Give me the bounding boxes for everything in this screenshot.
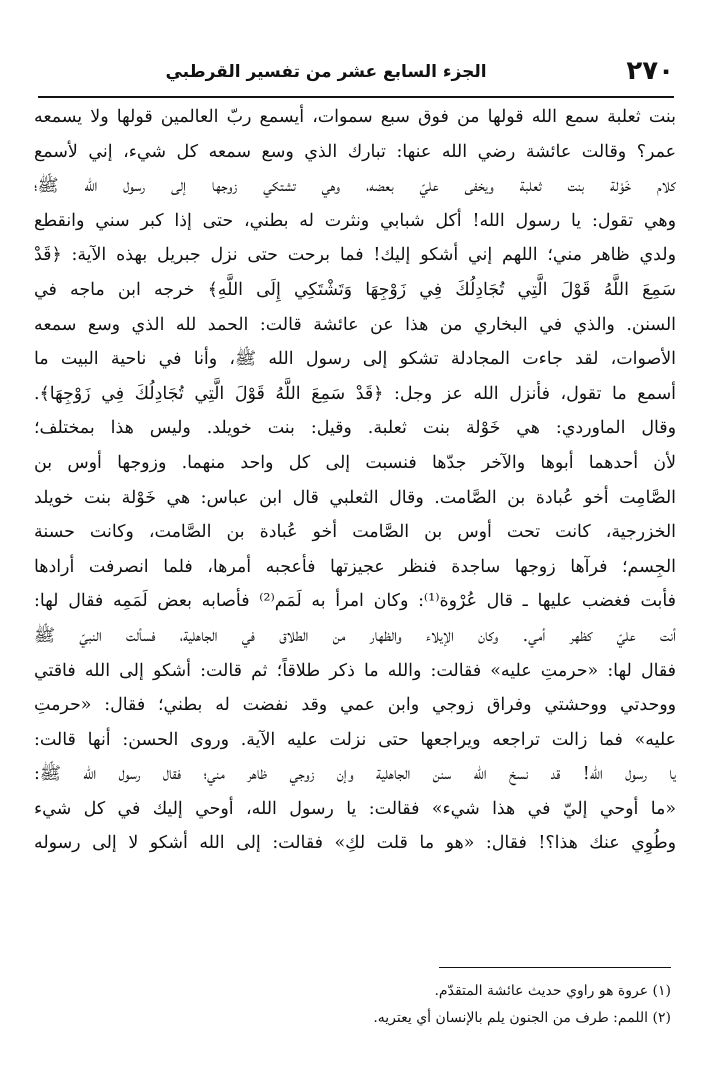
text-line: كلام خَوْلة بنت ثعلبة ويخفى عليّ بعضه، وهي تشتكي زوجها إلى رسول الله ﷺ؛ [34,176,676,197]
body-text [34,100,676,861]
text-line: عليه» فما زالت تراجعه ويراجعها حتى نزلت عليه الآية. وروى الحسن: أنها قالت: [34,729,676,750]
footnote-rule [439,967,671,968]
text-line: ولدي ظاهر مني؛ اللهم إني أشكو إليك! فما برحت حتى نزل جبريل بهذه الآية: ﴿قَدْ [34,245,676,266]
footnote-1: (١) عروة هو راوي حديث عائشة المتقدّم. [434,983,671,999]
text-line: وقال الماوردي: هي خَوْلة بنت ثعلبة. وقيل: بنت خويلد. وليس هذا بمختلف؛ [34,418,676,439]
page-number: ٢٧٠ [626,56,674,86]
text-line: سَمِعَ اللَّهُ قَوْلَ الَّتِي تُجَادِلُكَ فِي زَوْجِهَا وَتَشْتَكِي إِلَى اللَّهِ﴾ خرجه ابن ماجه في [34,279,676,300]
text-line: أسمع ما تقول، فأنزل الله عز وجل: ﴿قَدْ سَمِعَ اللَّهُ قَوْلَ الَّتِي تُجَادِلُكَ فِي زَوْجِهَا﴾. [34,383,676,404]
text-line: أنت عليّ كظهر أمي. وكان الإيلاء والظهار من الطلاق في الجاهلية، فسألت النبيّ ﷺ [34,625,676,646]
text-line: الجِسم؛ فرآها زوجها ساجدة فنظر عجيزتها فأعجبه أمرها، فلما انصرفت أرادها [34,556,676,577]
text-line: عمر؟ وقالت عائشة رضي الله عنها: تبارك الذي وسع سمعه كل شيء، إني لأسمع [34,141,676,162]
text-line: الأصوات، لقد جاءت المجادلة تشكو إلى رسول الله ﷺ، وأنا في ناحية البيت ما [34,349,676,370]
text-line: وطُوِي عنك هذا؟! فقال: «هو ما قلت لكِ» فقالت: إلى الله أشكو لا إلى رسوله [34,833,676,854]
page-header [36,52,674,92]
footnotes [71,978,671,1032]
text-line: الصَّامِت أخو عُبادة بن الصَّامت. وقال الثعلبي قال ابن عباس: هي خَوْلة بنت خويلد [34,487,676,508]
text-line: فقال لها: «حرمتِ عليه» فقالت: والله ما ذكر طلاقاً؛ ثم قالت: أشكو إلى الله فاقتي [34,660,676,681]
text-line: فأبت فغضب عليها ـ قال عُرْوة⁽¹⁾: وكان امرأ به لَمَم⁽²⁾ فأصابه بعض لَمَمِه فقال لها: [34,591,676,612]
header-rule [38,96,674,98]
footnote-2: (٢) اللمم: طرف من الجنون يلم بالإنسان أي يعتريه. [373,1010,671,1026]
text-line: ووحدتي ووحشتي وفراق زوجي وابن عمي وقد نفضت له بطني؛ فقال: «حرمتِ [34,695,676,716]
text-line: الخزرجية، كانت تحت أوس بن الصَّامت أخو عُبادة بن الصَّامت، وكانت حسنة [34,522,676,543]
text-line: لأن أحدهما أبوها والآخر جدّها فنسبت إلى كل واحد منهما. وزوجها أوس بن [34,452,676,473]
text-line: السنن. والذي في البخاري من هذا عن عائشة قالت: الحمد لله الذي وسع سمعه [34,314,676,335]
text-line: يا رسول الله! قد نسخ الله سنن الجاهلية وإن زوجي ظاهر مني؛ فقال رسول الله ﷺ: [34,764,676,785]
text-line: وهي تقول: يا رسول الله! أكل شبابي ونثرت له بطني، حتى إذا كبر سني وانقطع [34,210,676,231]
text-line: «ما أوحي إليّ في هذا شيء» فقالت: يا رسول الله، أوحي إليك في كل شيء [34,798,676,819]
running-title: الجزء السابع عشر من تفسير القرطبي [165,62,487,82]
text-line: بنت ثعلبة سمع الله قولها من فوق سبع سموات، أيسمع ربّ العالمين قولها ولا يسمعه [34,107,676,127]
